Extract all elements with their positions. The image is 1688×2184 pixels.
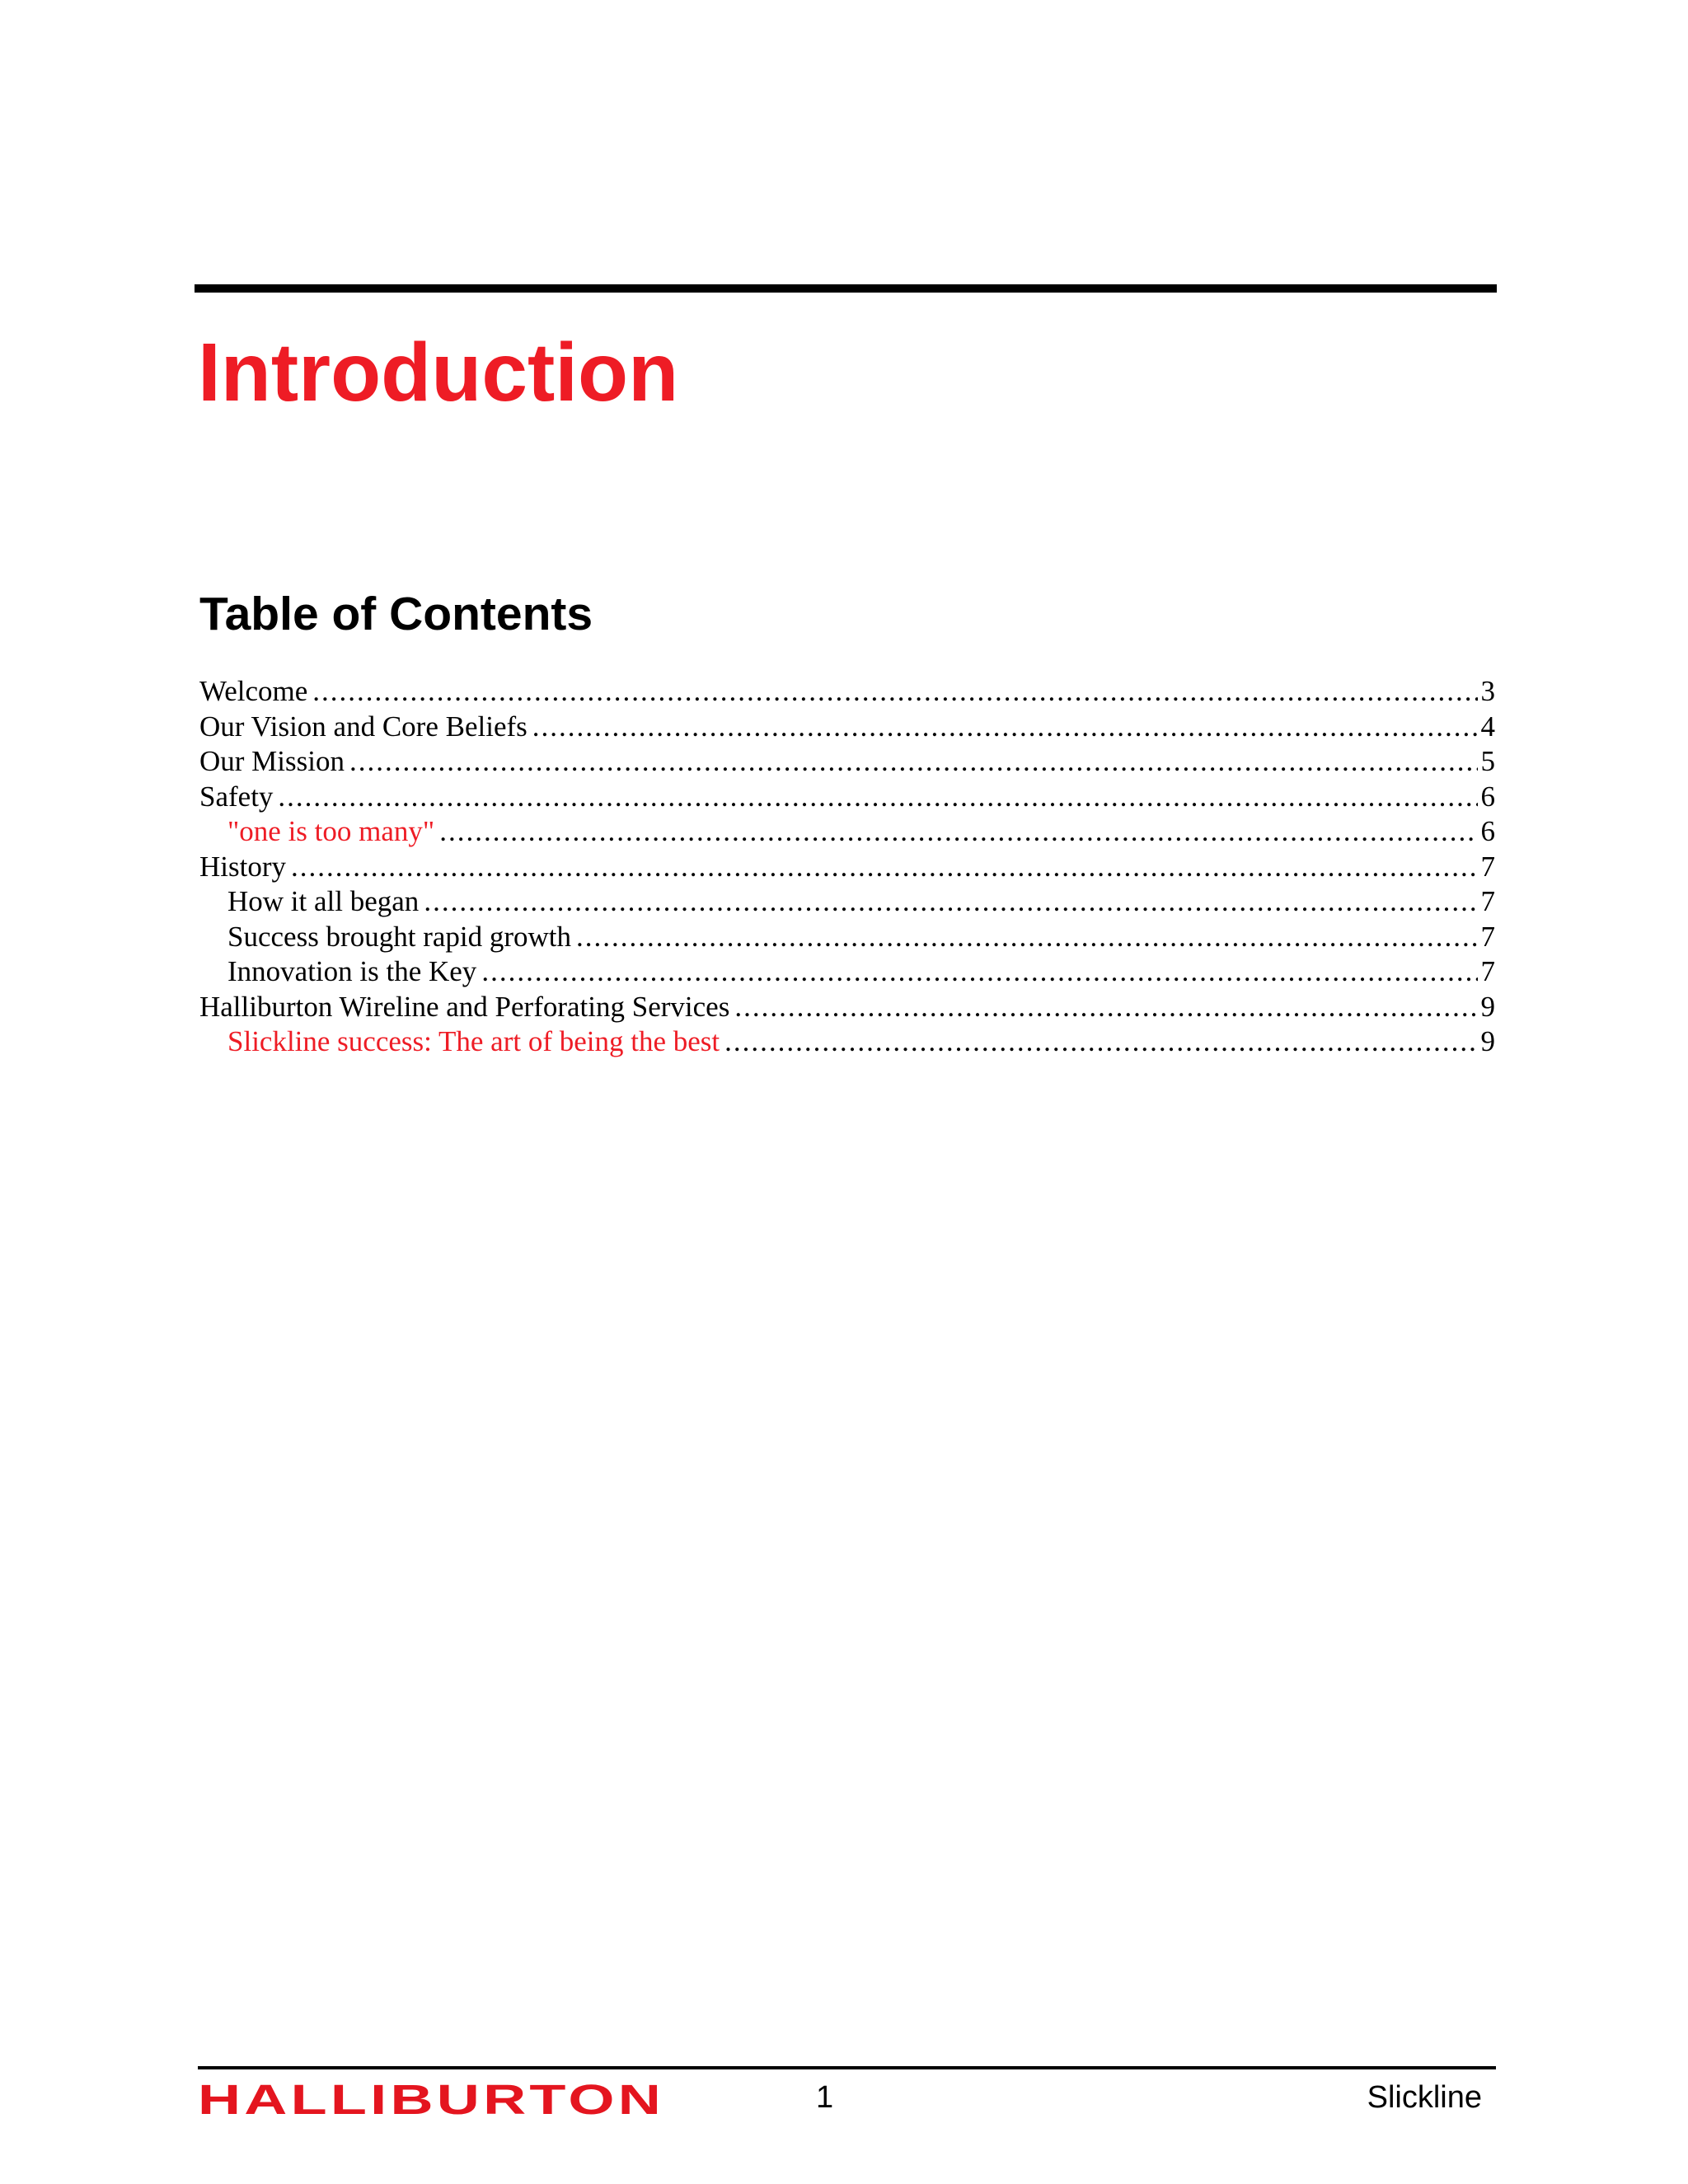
toc-entry-title: History [199,850,286,883]
dot-leader [532,710,1478,745]
toc-entry-title: Innovation is the Key [227,955,477,987]
toc-entry-page: 6 [1480,780,1495,813]
halliburton-logo [198,2079,668,2117]
footer-page-number: 1 [816,2080,834,2115]
toc-entry-one-is-too-many[interactable] [199,814,1495,850]
dot-leader [734,990,1477,1025]
toc-entry-page: 7 [1480,885,1495,917]
toc-entry-title: Welcome [199,675,308,707]
toc-entry-title: Slickline success: The art of being the best [227,1025,720,1057]
toc-entry-title: "one is too many" [227,815,435,847]
toc-entry-page: 5 [1480,745,1495,777]
toc-entry-safety[interactable] [199,780,1495,815]
table-of-contents [199,674,1495,1060]
dot-leader [291,850,1478,885]
toc-entry-title: Our Mission [199,745,345,777]
toc-entry-innovation[interactable] [199,954,1495,990]
footer-section-name: Slickline [1367,2080,1482,2115]
dot-leader [349,744,1478,780]
toc-entry-page: 9 [1480,1025,1495,1057]
toc-entry-page: 4 [1480,710,1495,743]
toc-entry-title: Success brought rapid growth [227,920,572,953]
toc-entry-rapid-growth[interactable] [199,920,1495,955]
toc-entry-welcome[interactable] [199,674,1495,710]
dot-leader [424,884,1477,920]
toc-entry-title: Halliburton Wireline and Perforating Services [199,990,730,1023]
toc-entry-title: How it all began [227,885,420,917]
dot-leader [312,674,1477,710]
toc-entry-page: 7 [1480,955,1495,987]
toc-entry-page: 9 [1480,990,1495,1023]
top-divider [195,284,1497,293]
toc-heading: Table of Contents [199,588,593,640]
toc-entry-mission[interactable] [199,744,1495,780]
toc-entry-history[interactable] [199,850,1495,885]
dot-leader [278,780,1477,815]
toc-entry-slickline-success[interactable] [199,1024,1495,1060]
dot-leader [481,954,1477,990]
toc-entry-wireline-perforating[interactable] [199,990,1495,1025]
toc-entry-page: 3 [1480,675,1495,707]
toc-entry-page: 6 [1480,815,1495,847]
toc-entry-title: Our Vision and Core Beliefs [199,710,528,743]
logo-text: HALLIBURTON [198,2079,664,2117]
toc-entry-how-it-all-began[interactable] [199,884,1495,920]
footer-divider [198,2066,1496,2069]
toc-entry-page: 7 [1480,920,1495,953]
dot-leader [576,920,1477,955]
dot-leader [439,814,1477,850]
toc-entry-vision[interactable] [199,710,1495,745]
page-title: Introduction [198,326,679,419]
toc-entry-page: 7 [1480,850,1495,883]
dot-leader [724,1024,1477,1060]
toc-entry-title: Safety [199,780,274,813]
